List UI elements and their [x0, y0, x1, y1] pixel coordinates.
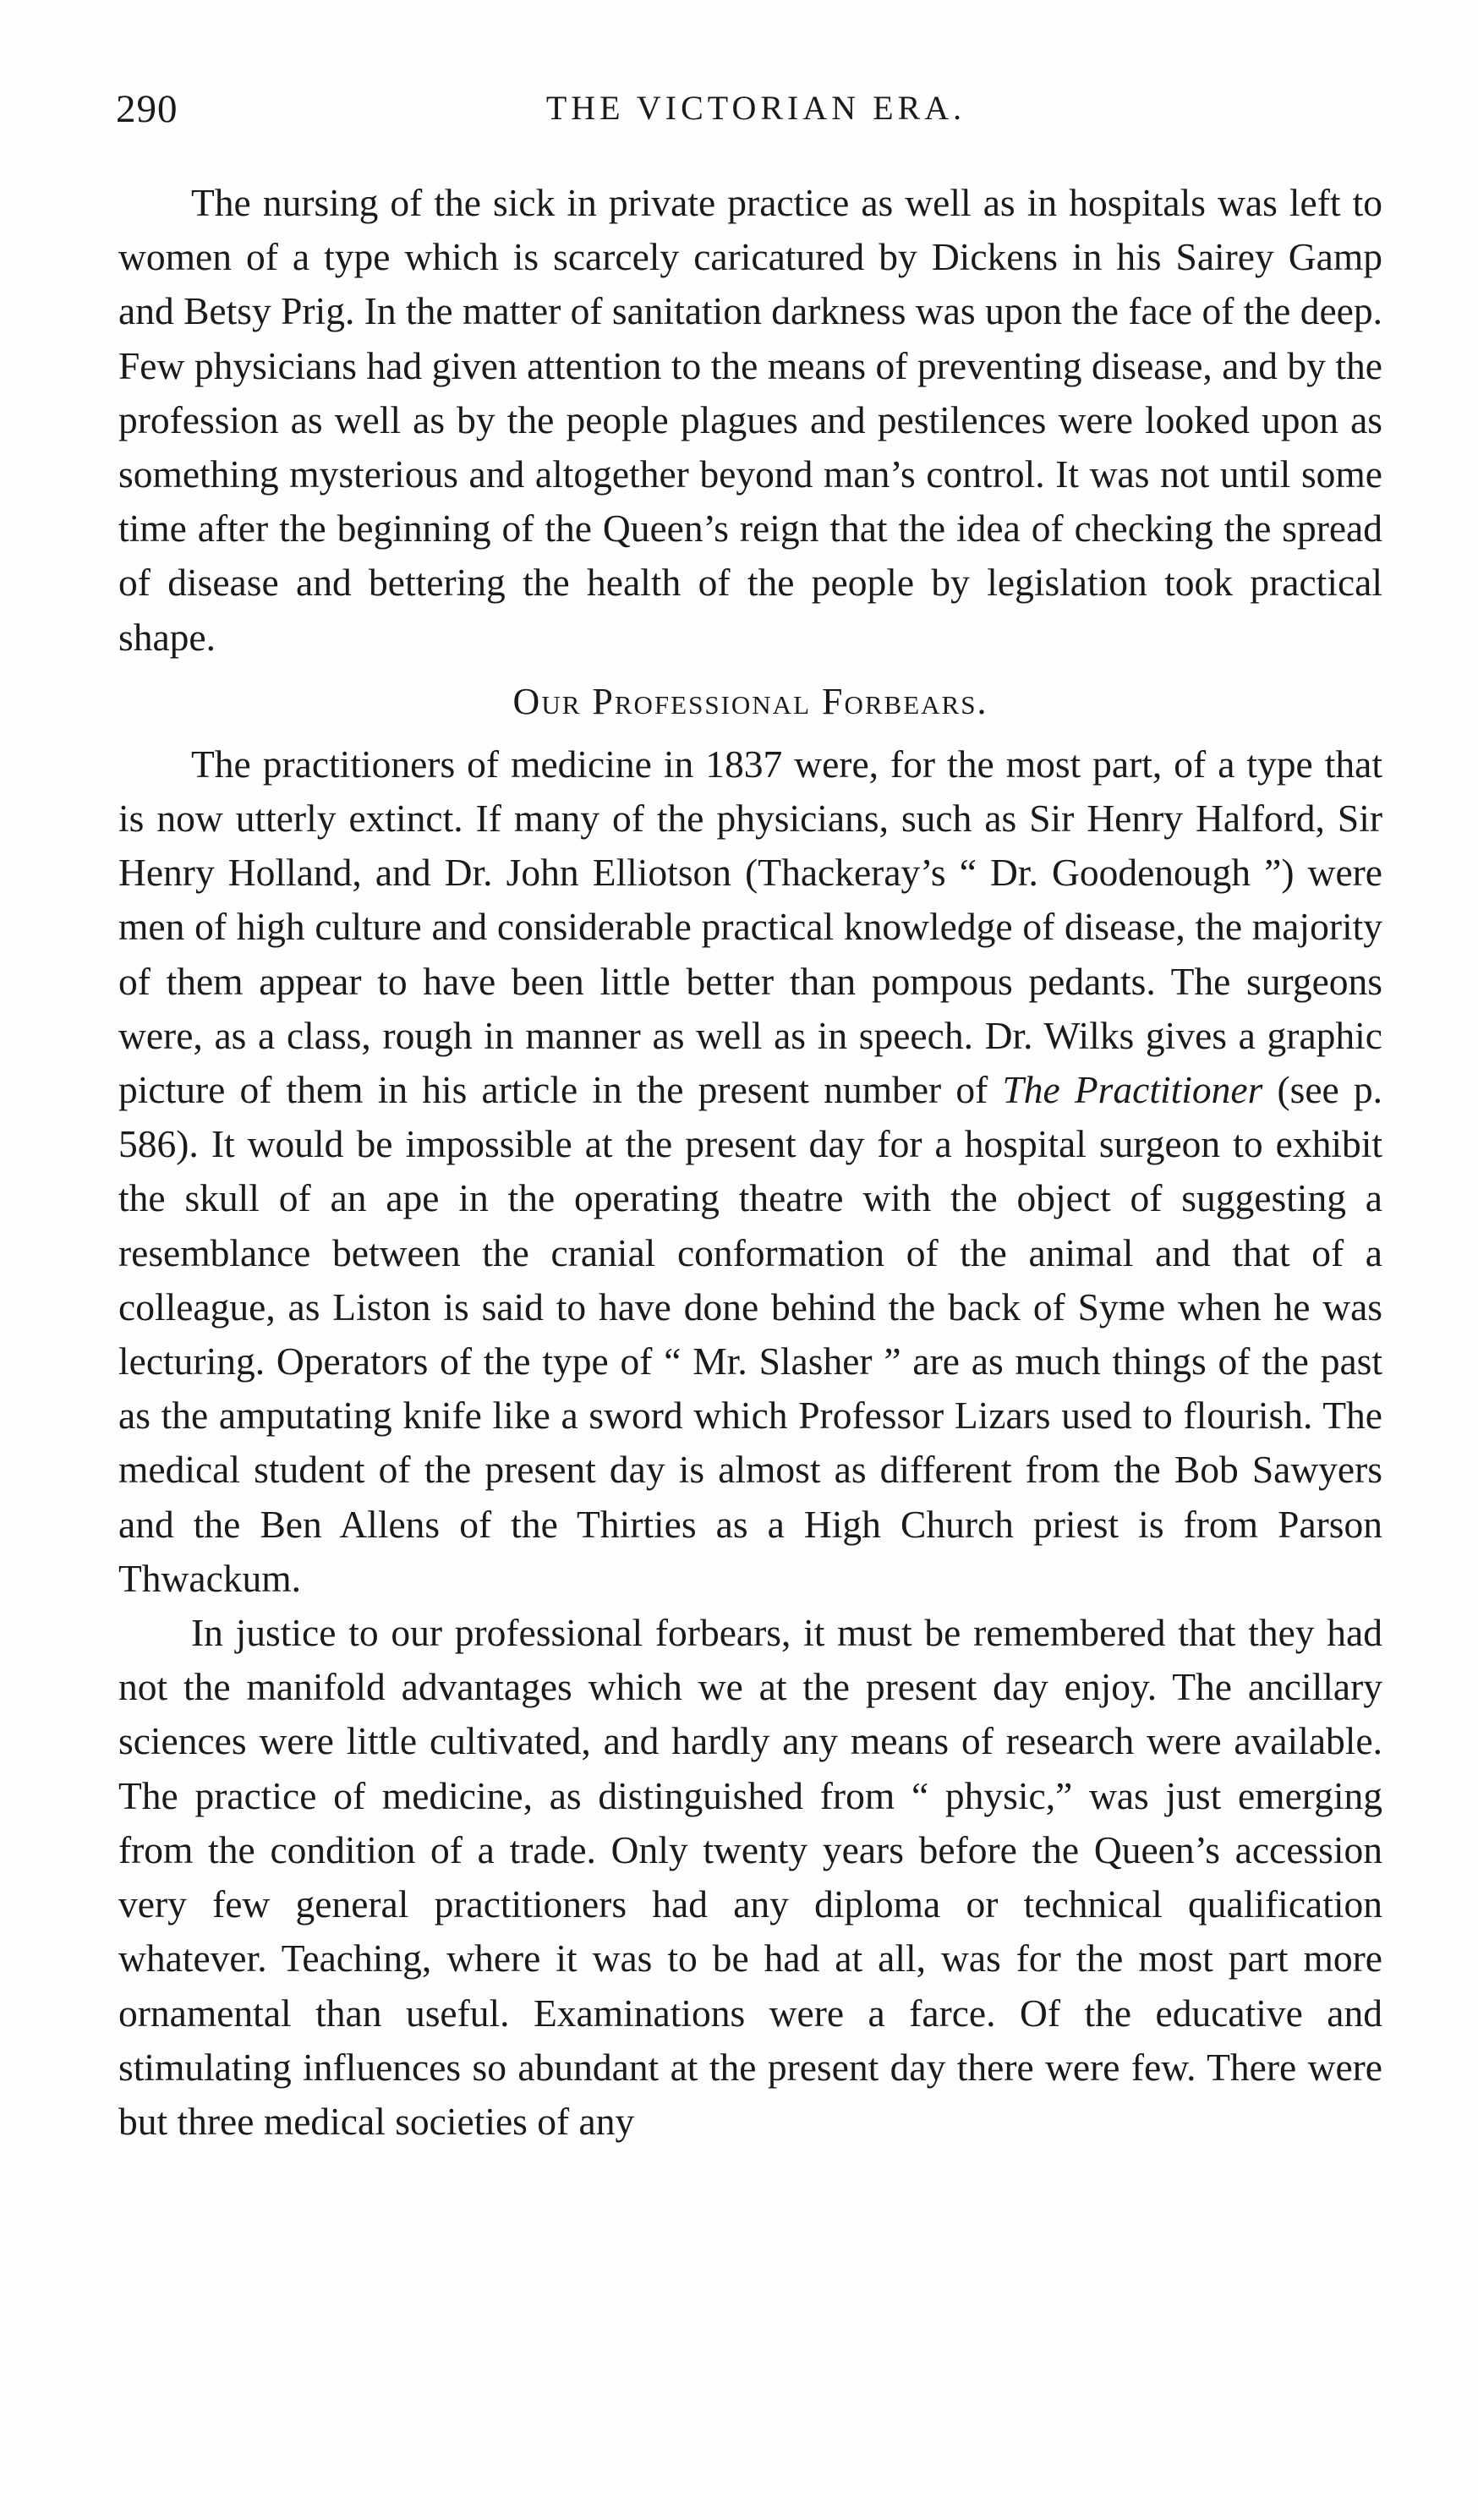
paragraph-nursing: The nursing of the sick in private practice as well as in hospitals was left to women of a type which is scarcely caricatured by Dickens in his Sairey Gamp and Betsy Prig. In the matter of sanitation darkness was upon the face of the deep. Few physicians had given attention to the means of preventing disease, and by the profession as well as by the people plagues and pestilences were looked upon as something mysterious and altogether beyond man’s control. It was not until some time after the beginning of the Queen’s reign that the idea of checking the spread of disease and bettering the health of the people by legislation took practical shape.	[118, 181, 1382, 659]
paragraph-practitioners	[118, 737, 1382, 1606]
journal-title: The Practitioner	[1002, 1068, 1263, 1112]
paragraph-justice: In justice to our professional forbears, it must be remembered that they had not the manifold advantages which we at the present day enjoy. The ancillary sciences were little cultivated, and hardly any means of research were available. The practice of medicine, as distinguished from “ physic,” was just emerging from the condition of a trade. Only twenty years before the Queen’s accession very few general practitioners had any diploma or technical qualification whatever. Teaching, where it was to be had at all, was for the most part more ornamental than useful. Examinations were a farce. Of the educative and stimulating influences so abundant at the present day there were few. There were but three medical societies of any	[118, 1611, 1382, 2143]
section-heading: Our Professional Forbears.	[512, 680, 988, 722]
paragraph-practitioners-part-2: (see p. 586). It would be impossible at the present day for a hospital surgeon to exhibit the skull of an ape in the operating theatre with the object of suggesting a resemblance between the cranial conformation of the animal and that of a colleague, as Liston is said to have done behind the back of Syme when he was lecturing. Operators of the type of “ Mr. Slasher ” are as much things of the past as the amputating knife like a sword which Professor Lizars used to flourish. The medical student of the present day is almost as different from the Bob Sawyers and the Ben Allens of the Thirties as a High Church priest is from Parson Thwackum.	[118, 1068, 1383, 1600]
running-title: THE VICTORIAN ERA.	[545, 89, 966, 127]
page-number: 290	[116, 87, 178, 131]
body-text	[118, 176, 1382, 2149]
paragraph-practitioners-part-1: The practitioners of medicine in 1837 were, for the most part, of a type that is now utterly extinct. If many of the physicians, such as Sir Henry Halford, Sir Henry Holland, and Dr. John Elliotson (Thackeray’s “ Dr. Goodenough ”) were men of high culture and considerable practical knowledge of disease, the majority of them appear to have been little better than pompous pedants. The surgeons were, as a class, rough in manner as well as in speech. Dr. Wilks gives a graphic picture of them in his article in the present number of	[118, 742, 1382, 1112]
